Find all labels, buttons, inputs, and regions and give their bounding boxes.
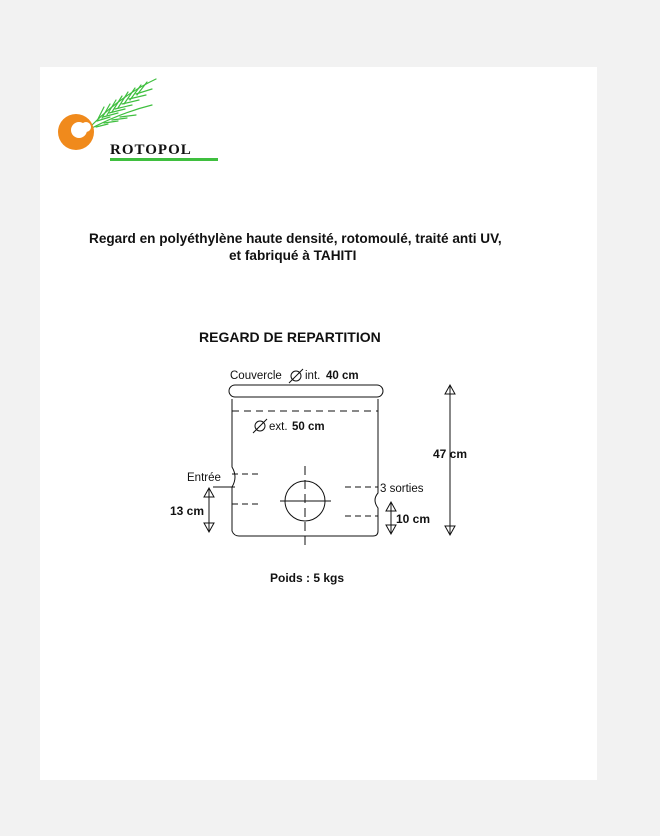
headline-line-1: Regard en polyéthylène haute densité, rotomoulé, traité anti UV, <box>89 231 502 246</box>
inlet-label: Entrée <box>187 472 221 484</box>
lid-shape <box>229 385 383 397</box>
product-title: REGARD DE REPARTITION <box>199 329 381 345</box>
rotopol-logo <box>52 77 212 158</box>
document-page <box>40 67 597 780</box>
lid-int-prefix: int. <box>305 370 321 382</box>
manhole-drawing <box>165 363 495 563</box>
outlets-height-label: 10 cm <box>396 512 431 526</box>
inlet-height-label: 13 cm <box>170 504 205 518</box>
ext-prefix: ext. <box>269 421 288 433</box>
brand-name: ROTOPOL <box>110 142 192 158</box>
ext-value: 50 cm <box>292 421 325 433</box>
height-label: 47 cm <box>433 447 468 461</box>
lid-label: Couvercle <box>230 370 282 382</box>
brand-underline <box>110 158 218 161</box>
weight-label: Poids : 5 kgs <box>270 571 345 585</box>
outlets-label: 3 sorties <box>380 483 424 495</box>
manhole-diagram <box>165 363 495 563</box>
headline-line-2: et fabriqué à TAHITI <box>229 248 357 263</box>
lid-int-value: 40 cm <box>326 370 359 382</box>
